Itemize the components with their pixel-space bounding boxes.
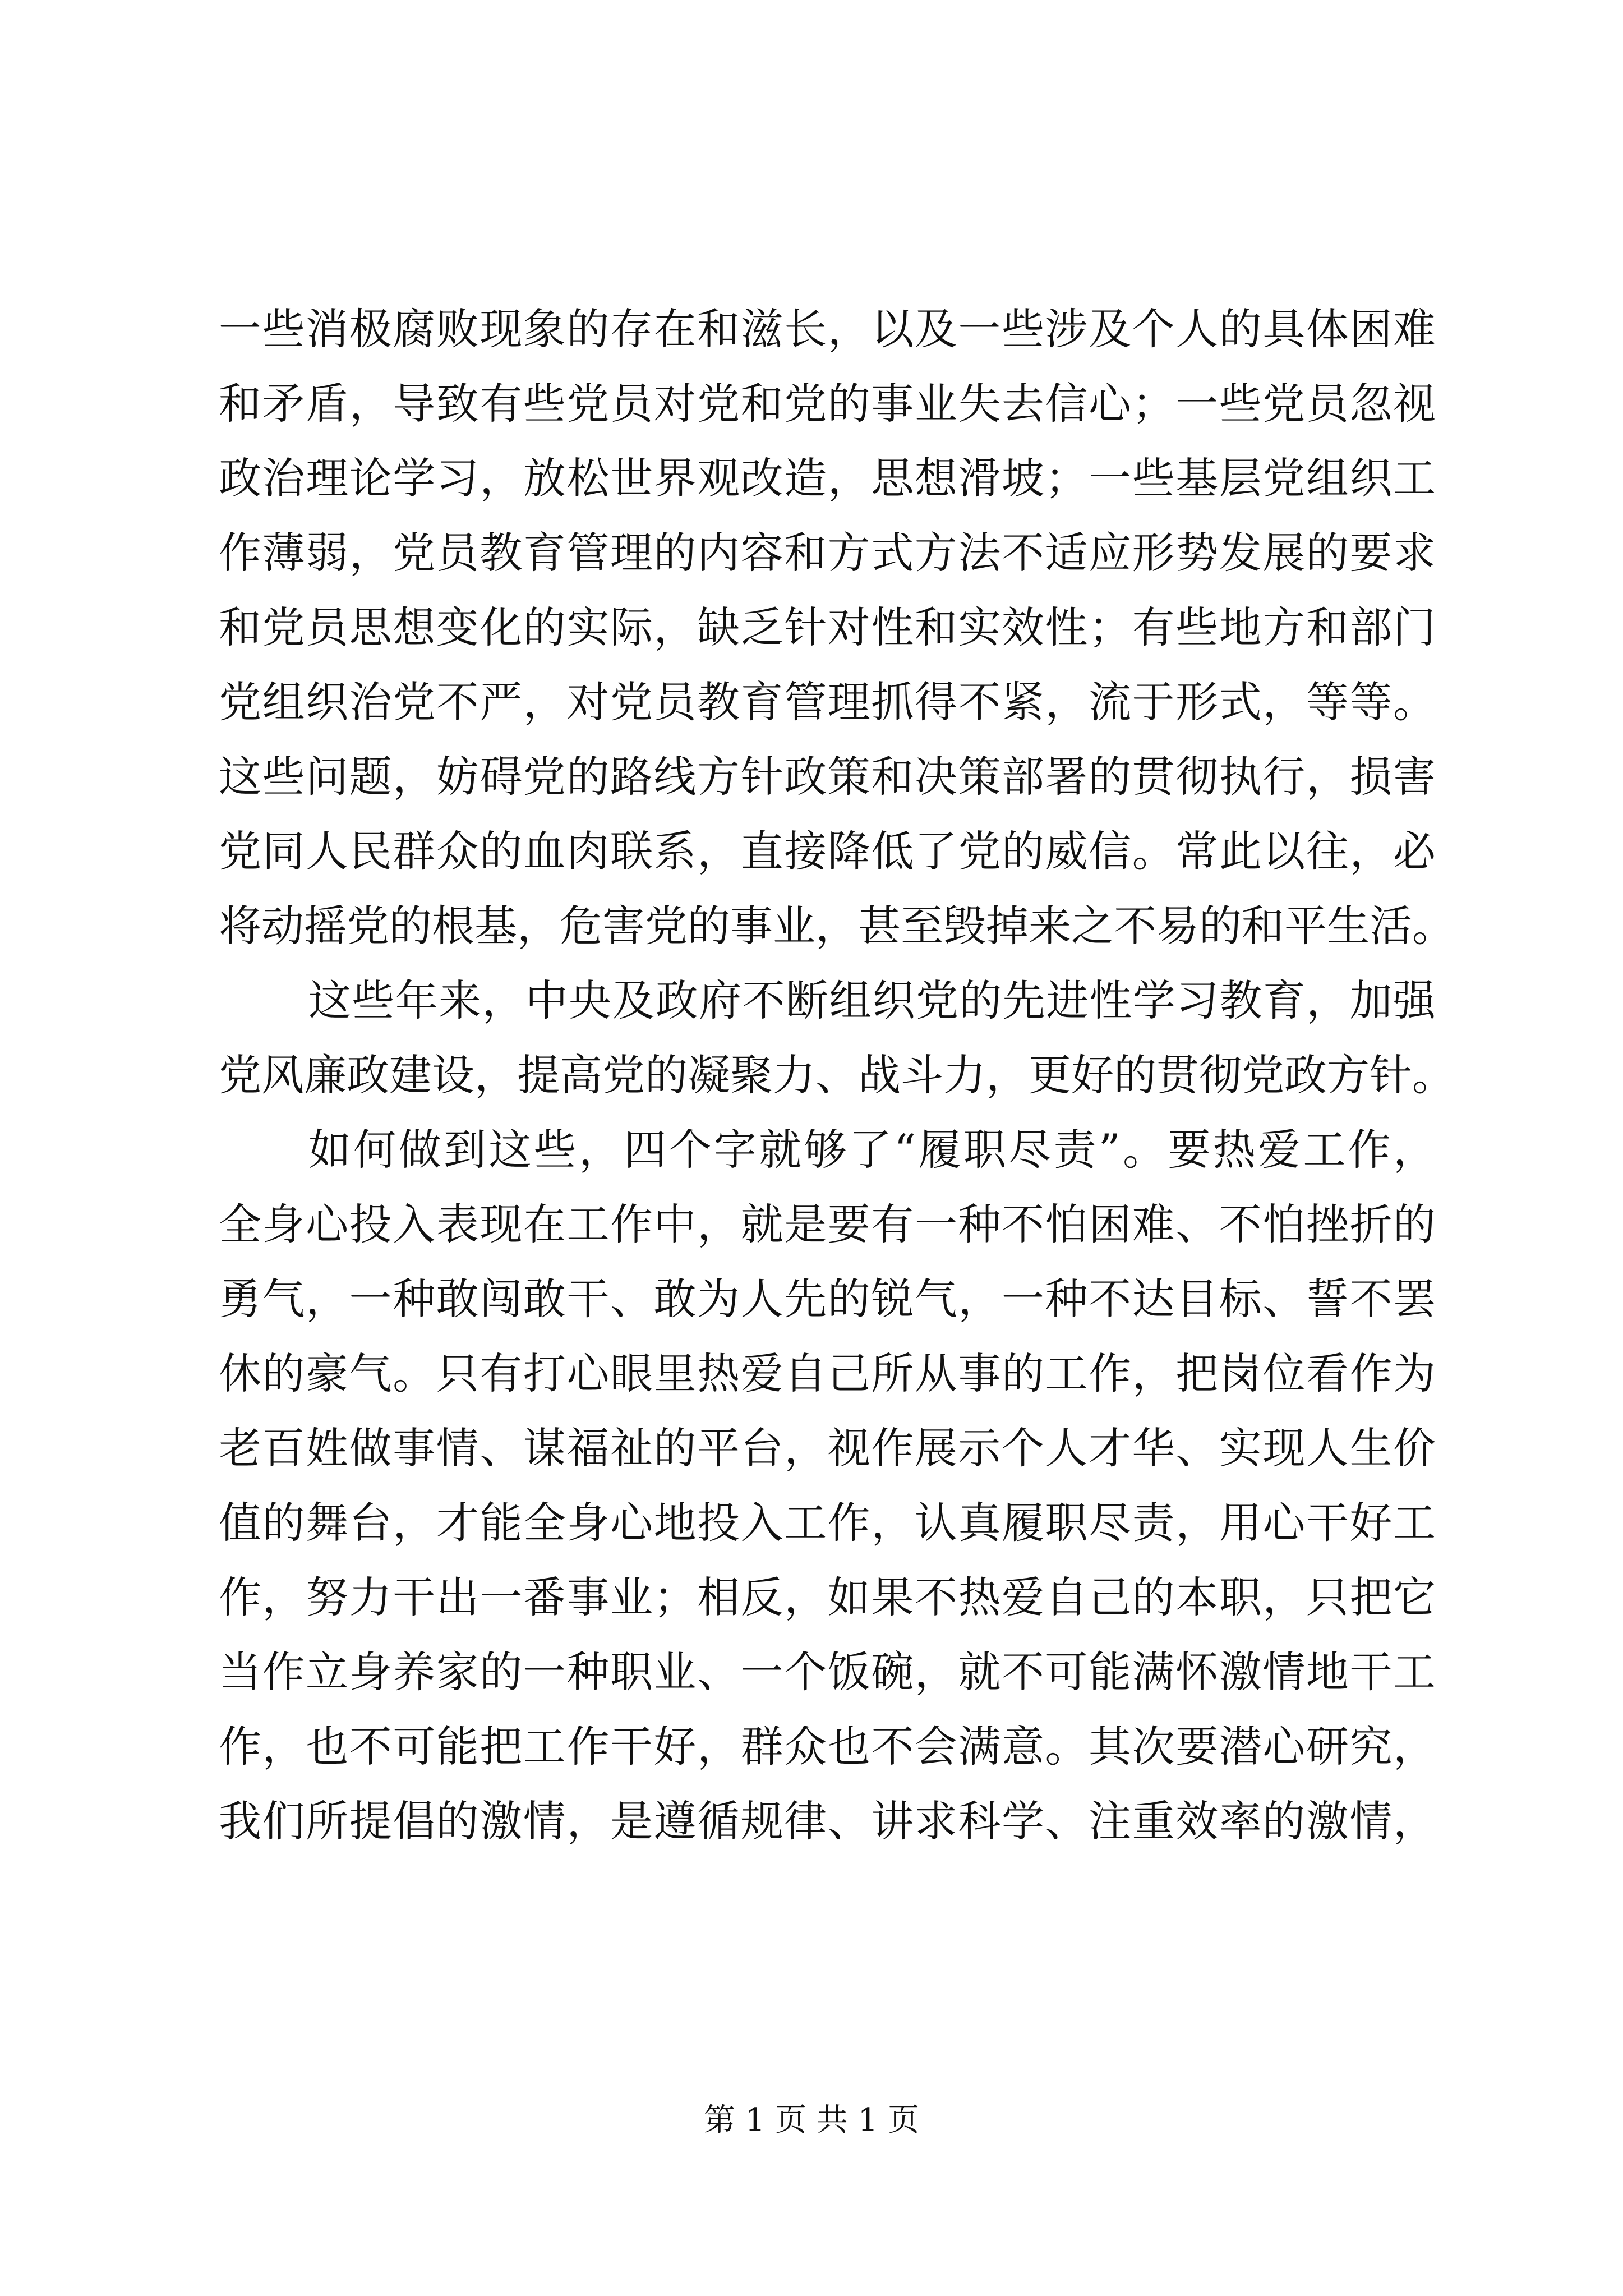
text-line: 值的舞台，才能全身心地投入工作，认真履职尽责，用心干好工 — [219, 1498, 1436, 1548]
text-line: 我们所提倡的激情，是遵循规律、讲求科学、注重效率的激情， — [219, 1796, 1436, 1846]
body-text — [219, 292, 1455, 1858]
text-line: 这些问题，妨碍党的路线方针政策和决策部署的贯彻执行，损害 — [219, 752, 1436, 802]
text-line: 党同人民群众的血肉联系，直接降低了党的威信。常此以往，必 — [219, 826, 1436, 876]
text-line: 全身心投入表现在工作中，就是要有一种不怕困难、不怕挫折的 — [219, 1199, 1436, 1249]
text-line: 和矛盾，导致有些党员对党和党的事业失去信心；一些党员忽视 — [219, 379, 1436, 429]
text-line: 将动摇党的根基，危害党的事业，甚至毁掉来之不易的和平生活。 — [219, 901, 1455, 951]
text-line: 勇气，一种敢闯敢干、敢为人先的锐气，一种不达目标、誓不罢 — [219, 1274, 1436, 1324]
text-line: 休的豪气。只有打心眼里热爱自己所从事的工作，把岗位看作为 — [219, 1349, 1436, 1398]
text-line: 党组织治党不严，对党员教育管理抓得不紧，流于形式，等等。 — [219, 677, 1436, 727]
text-line: 作，努力干出一番事业；相反，如果不热爱自己的本职，只把它 — [219, 1572, 1436, 1622]
text-line: 作薄弱，党员教育管理的内容和方式方法不适应形势发展的要求 — [219, 528, 1436, 578]
page-footer: 第 1 页 共 1 页 — [703, 2102, 920, 2138]
paragraph-first-line: 这些年来，中央及政府不断组织党的先进性学习教育，加强 — [308, 976, 1436, 1025]
text-line: 党风廉政建设，提高党的凝聚力、战斗力，更好的贯彻党政方针。 — [219, 1050, 1455, 1100]
paragraph-first-line: 如何做到这些，四个字就够了“履职尽责”。要热爱工作， — [308, 1125, 1436, 1175]
text-line: 老百姓做事情、谋福祉的平台，视作展示个人才华、实现人生价 — [219, 1423, 1436, 1473]
text-line: 作，也不可能把工作干好，群众也不会满意。其次要潜心研究， — [219, 1722, 1436, 1772]
text-line: 一些消极腐败现象的存在和滋长，以及一些涉及个人的具体困难 — [219, 304, 1436, 354]
text-line: 和党员思想变化的实际，缺乏针对性和实效性；有些地方和部门 — [219, 602, 1436, 652]
text-line: 当作立身养家的一种职业、一个饭碗，就不可能满怀激情地干工 — [219, 1647, 1436, 1697]
text-line: 政治理论学习，放松世界观改造，思想滑坡；一些基层党组织工 — [219, 453, 1436, 503]
